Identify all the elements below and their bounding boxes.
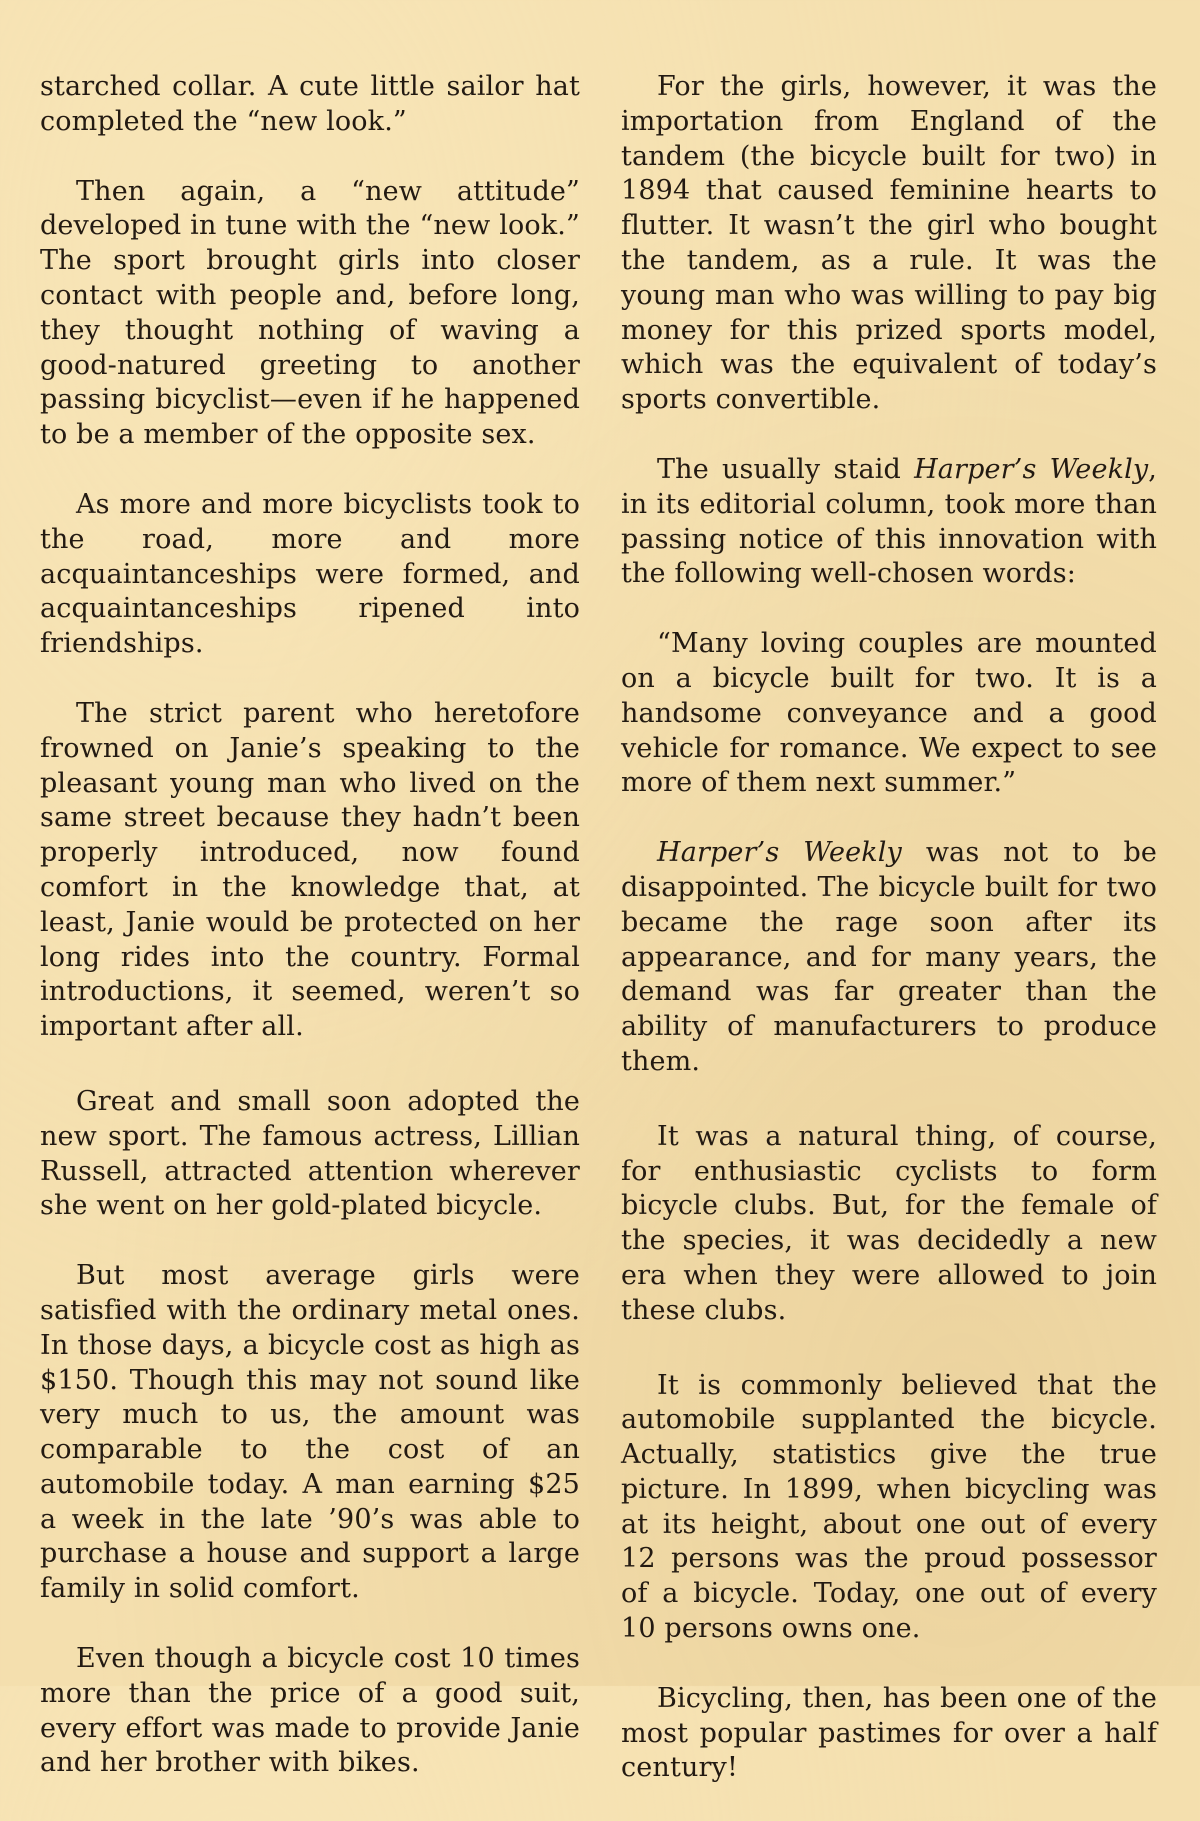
paragraph: But most average girls were satisfied with the ordinary metal ones. In those days, a bicycle cost as high as $150. Though this may not sound like very much to us, the amount was comparable to the cost of an automobile today. A man earning $25 a week in the late ’90’s was able to purchase a house and support a large family in solid comfort. bbox=[40, 1260, 580, 1605]
paragraph: For the girls, however, it was the importation from England of the tandem (the bicycle built for two) in 1894 that caused feminine hearts to flutter. It wasn’t the girl who bought the tandem, as a rule. It was the young man who was willing to pay big money for this prized sports model, which was the equivalent of today’s sports convertible. bbox=[621, 71, 1157, 416]
paragraph: Bicycling, then, has been one of the most popular pastimes for over a half century! bbox=[621, 1682, 1157, 1784]
paragraph: The strict parent who heretofore frowned on Janie’s speaking to the pleasant young man who lived on the same street because they hadn’t been properly introduced, now found comfort in the knowledge that, at least, Janie would be protected on her long rides into the country. Formal introductions, it seemed, weren’t so important after all. bbox=[40, 697, 580, 1043]
right-column bbox=[621, 70, 1157, 1821]
text-run: , in its editorial column, took more than passing notice of this innovation with the following well-chosen words: bbox=[621, 453, 1157, 590]
left-column bbox=[40, 70, 580, 1816]
publication-title: Harper’s Weekly bbox=[914, 453, 1149, 485]
paragraph: As more and more bicyclists took to the road, more and more acquaintanceships were formed, and acquaintanceships ripened into friendships. bbox=[40, 488, 580, 660]
paragraph: Even though a bicycle cost 10 times more than the price of a good suit, every effort was made to provide Janie and her brother with bikes. bbox=[40, 1643, 580, 1779]
paragraph: Great and small soon adopted the new sport. The famous actress, Lillian Russell, attracted attention wherever she went on her gold-plated bicycle. bbox=[40, 1085, 580, 1222]
paragraph bbox=[621, 453, 1157, 592]
text-run: was not to be disappointed. The bicycle built for two became the rage soon after its appearance, and for many years, the demand was far greater than the ability of manufacturers to produce them. bbox=[621, 837, 1158, 1077]
paragraph bbox=[621, 836, 1157, 1080]
paragraph: Then again, a “new attitude” developed in tune with the “new look.” The sport brought girls into closer contact with people and, before long, they thought nothing of waving a good-natured greeting to another passing bicyclist—even if he happened to be a member of the opposite sex. bbox=[40, 175, 580, 451]
quotation: “Many loving couples are mounted on a bicycle built for two. It is a handsome conveyance and a good vehicle for romance. We expect to see more of them next summer.” bbox=[621, 628, 1157, 799]
publication-title: Harper’s Weekly bbox=[657, 837, 902, 869]
paragraph: starched collar. A cute little sailor hat completed the “new look.” bbox=[40, 71, 580, 137]
paragraph: It was a natural thing, of course, for enthusiastic cyclists to form bicycle clubs. But, for the female of the species, it was decidedly a new era when they were allowed to join these clubs. bbox=[621, 1120, 1157, 1326]
text-run: The usually staid bbox=[657, 453, 915, 485]
paragraph: It is commonly believed that the automobile supplanted the bicycle. Actually, statistics give the true picture. In 1899, when bicycling was at its height, about one out of every 12 persons was the proud possessor of a bicycle. Today, one out of every 10 persons owns one. bbox=[621, 1369, 1157, 1645]
